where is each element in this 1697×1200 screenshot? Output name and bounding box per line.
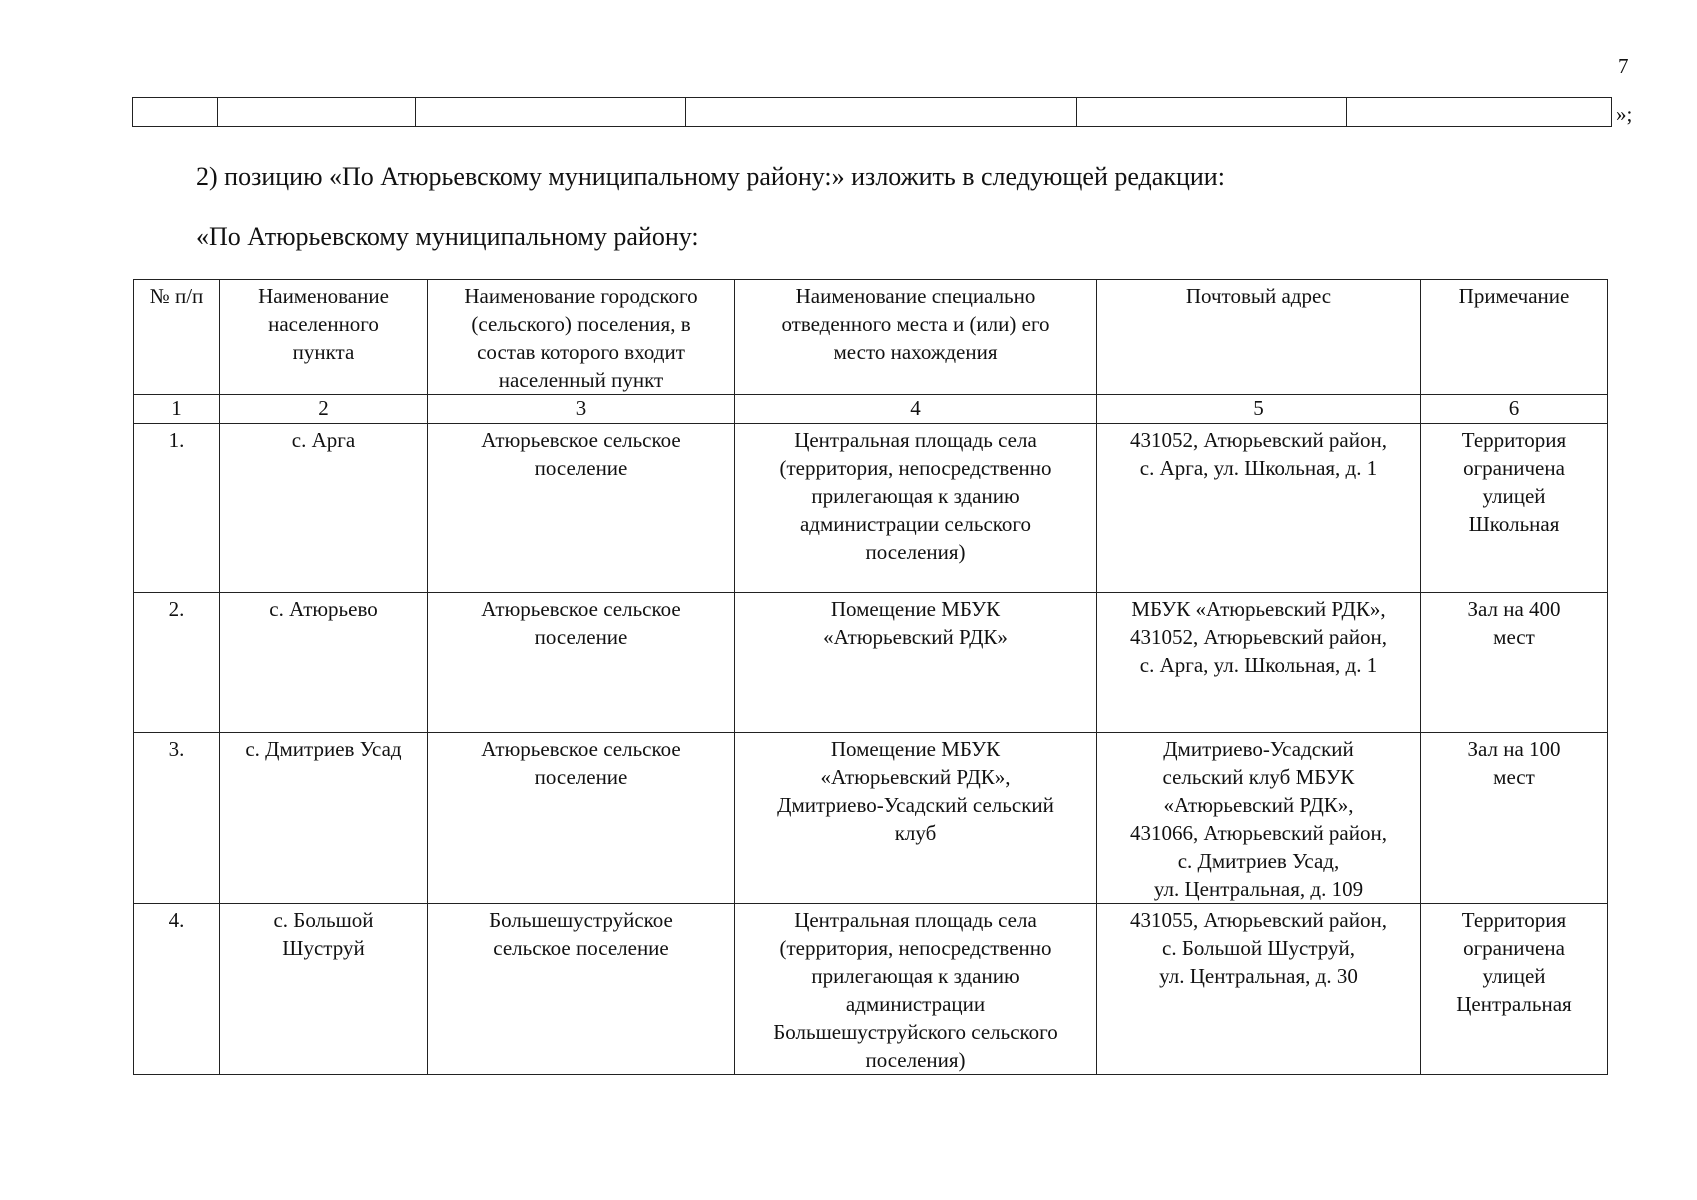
previous-table-tail xyxy=(132,97,1612,127)
header-place xyxy=(735,280,1097,395)
note-cell xyxy=(1421,733,1608,904)
cell-text-line: Шуструй xyxy=(282,936,365,960)
cell-text-line: с. Арга, ул. Школьная, д. 1 xyxy=(1139,653,1378,677)
cell-text-line: администрации сельского xyxy=(799,512,1032,536)
cell-text-line: 3 xyxy=(575,396,587,420)
cell-text-line: 431052, Атюрьевский район, xyxy=(1130,428,1387,452)
cell-text-line: 2 xyxy=(318,396,329,420)
cell-text-line: Территория xyxy=(1461,908,1567,932)
cell-text-line: 4. xyxy=(168,908,185,932)
cell-text-line: (сельского) поселения, в xyxy=(471,312,691,336)
table-row xyxy=(134,593,1608,733)
municipality-cell xyxy=(428,904,735,1075)
cell-text-line: прилегающая к зданию xyxy=(811,964,1020,988)
cell-text-line: с. Большой xyxy=(273,908,374,932)
cell-text-line: населенный пункт xyxy=(498,368,664,392)
cell-text-line: мест xyxy=(1493,625,1535,649)
cell-text-line: Большешуструйского сельского xyxy=(773,1020,1058,1044)
note-cell xyxy=(1421,904,1608,1075)
cell-text-line: улицей xyxy=(1482,964,1546,988)
empty-cell xyxy=(1347,98,1612,127)
cell-text-line: мест xyxy=(1493,765,1535,789)
cell-text-line: 5 xyxy=(1253,396,1264,420)
cell-text-line: поселение xyxy=(534,765,628,789)
empty-cell xyxy=(133,98,218,127)
row-number-cell xyxy=(134,593,220,733)
header-municipality xyxy=(428,280,735,395)
column-number-cell xyxy=(134,395,220,424)
header-note xyxy=(1421,280,1608,395)
cell-text-line: с. Большой Шуструй, xyxy=(1162,936,1355,960)
row-number-cell xyxy=(134,904,220,1075)
cell-text-line: населенного xyxy=(268,312,379,336)
cell-text-line: ул. Центральная, д. 109 xyxy=(1153,877,1364,901)
cell-text-line: с. Арга xyxy=(291,428,356,452)
column-number-cell xyxy=(220,395,428,424)
place-cell xyxy=(735,733,1097,904)
cell-text-line: Наименование xyxy=(258,284,389,308)
cell-text-line: 4 xyxy=(910,396,921,420)
closing-quote-mark: »; xyxy=(1616,102,1633,126)
cell-text-line: Помещение МБУК xyxy=(830,737,1001,761)
page-number: 7 xyxy=(1618,54,1629,78)
cell-text-line: сельский клуб МБУК xyxy=(1162,765,1355,789)
empty-cell xyxy=(416,98,686,127)
table-row xyxy=(134,733,1608,904)
municipality-cell xyxy=(428,424,735,593)
cell-text-line: Большешуструйское xyxy=(489,908,673,932)
cell-text-line: ограничена xyxy=(1463,456,1565,480)
cell-text-line: 431052, Атюрьевский район, xyxy=(1130,625,1387,649)
cell-text-line: сельское поселение xyxy=(493,936,669,960)
cell-text-line: (территория, непосредственно xyxy=(779,936,1052,960)
table-header-row xyxy=(134,280,1608,395)
cell-text-line: прилегающая к зданию xyxy=(811,484,1020,508)
cell-text-line: № п/п xyxy=(149,284,204,308)
header-settlement xyxy=(220,280,428,395)
address-cell xyxy=(1097,593,1421,733)
cell-text-line: поселения) xyxy=(865,540,966,564)
cell-text-line: клуб xyxy=(894,821,937,845)
place-cell xyxy=(735,904,1097,1075)
cell-text-line: Дмитриево-Усадский сельский xyxy=(777,793,1054,817)
column-number-row xyxy=(134,395,1608,424)
cell-text-line: отведенного места и (или) его xyxy=(781,312,1050,336)
municipality-cell xyxy=(428,733,735,904)
cell-text-line: Зал на 400 xyxy=(1467,597,1561,621)
cell-text-line: «Атюрьевский РДК», xyxy=(1163,793,1354,817)
cell-text-line: с. Арга, ул. Школьная, д. 1 xyxy=(1139,456,1378,480)
cell-text-line: Территория xyxy=(1461,428,1567,452)
cell-text-line: Наименование специально xyxy=(795,284,1036,308)
municipality-cell xyxy=(428,593,735,733)
cell-text-line: Почтовый адрес xyxy=(1185,284,1332,308)
cell-text-line: 6 xyxy=(1508,396,1520,420)
cell-text-line: Атюрьевское сельское xyxy=(481,737,681,761)
cell-text-line: Атюрьевское сельское xyxy=(481,428,681,452)
cell-text-line: Центральная площадь села xyxy=(794,428,1037,452)
row-number-cell xyxy=(134,424,220,593)
empty-cell xyxy=(218,98,416,127)
cell-text-line: Центральная xyxy=(1456,992,1572,1016)
cell-text-line: 431066, Атюрьевский район, xyxy=(1130,821,1387,845)
address-cell xyxy=(1097,904,1421,1075)
settlement-cell xyxy=(220,424,428,593)
settlement-cell xyxy=(220,593,428,733)
settlement-cell xyxy=(220,733,428,904)
cell-text-line: 1. xyxy=(168,428,185,452)
section-heading: «По Атюрьевскому муниципальному району: xyxy=(196,222,699,251)
address-cell xyxy=(1097,424,1421,593)
cell-text-line: улицей xyxy=(1482,484,1546,508)
cell-text-line: пункта xyxy=(292,340,355,364)
table-row xyxy=(134,904,1608,1075)
cell-text-line: поселения) xyxy=(865,1048,966,1072)
cell-text-line: Центральная площадь села xyxy=(794,908,1037,932)
table-row xyxy=(134,424,1608,593)
cell-text-line: администрации xyxy=(845,992,986,1016)
cell-text-line: 2. xyxy=(168,597,185,621)
cell-text-line: с. Атюрьево xyxy=(269,597,378,621)
settlement-cell xyxy=(220,904,428,1075)
address-cell xyxy=(1097,733,1421,904)
column-number-cell xyxy=(735,395,1097,424)
cell-text-line: 431055, Атюрьевский район, xyxy=(1130,908,1387,932)
place-cell xyxy=(735,593,1097,733)
cell-text-line: «Атюрьевский РДК» xyxy=(823,625,1008,649)
cell-text-line: «Атюрьевский РДК», xyxy=(820,765,1011,789)
amendment-paragraph: 2) позицию «По Атюрьевскому муниципальному району:» изложить в следующей редакции: xyxy=(196,162,1225,191)
cell-text-line: Наименование городского xyxy=(464,284,698,308)
column-number-cell xyxy=(1421,395,1608,424)
row-number-cell xyxy=(134,733,220,904)
cell-text-line: поселение xyxy=(534,625,628,649)
column-number-cell xyxy=(428,395,735,424)
header-number xyxy=(134,280,220,395)
cell-text-line: (территория, непосредственно xyxy=(779,456,1052,480)
cell-text-line: Помещение МБУК xyxy=(830,597,1001,621)
column-number-cell xyxy=(1097,395,1421,424)
cell-text-line: с. Дмитриев Усад xyxy=(245,737,402,761)
cell-text-line: с. Дмитриев Усад, xyxy=(1177,849,1340,873)
locations-table xyxy=(133,279,1608,1075)
cell-text-line: 3. xyxy=(168,737,185,761)
cell-text-line: место нахождения xyxy=(833,340,998,364)
cell-text-line: 1 xyxy=(171,396,182,420)
cell-text-line: МБУК «Атюрьевский РДК», xyxy=(1131,597,1386,621)
header-address xyxy=(1097,280,1421,395)
cell-text-line: Примечание xyxy=(1458,284,1570,308)
cell-text-line: Зал на 100 xyxy=(1467,737,1561,761)
place-cell xyxy=(735,424,1097,593)
empty-cell xyxy=(686,98,1077,127)
note-cell xyxy=(1421,593,1608,733)
cell-text-line: ограничена xyxy=(1463,936,1565,960)
cell-text-line: ул. Центральная, д. 30 xyxy=(1159,964,1358,988)
cell-text-line: состав которого входит xyxy=(477,340,685,364)
cell-text-line: Атюрьевское сельское xyxy=(481,597,681,621)
cell-text-line: Школьная xyxy=(1468,512,1560,536)
note-cell xyxy=(1421,424,1608,593)
cell-text-line: Дмитриево-Усадский xyxy=(1163,737,1354,761)
empty-cell xyxy=(1077,98,1347,127)
cell-text-line: поселение xyxy=(534,456,628,480)
